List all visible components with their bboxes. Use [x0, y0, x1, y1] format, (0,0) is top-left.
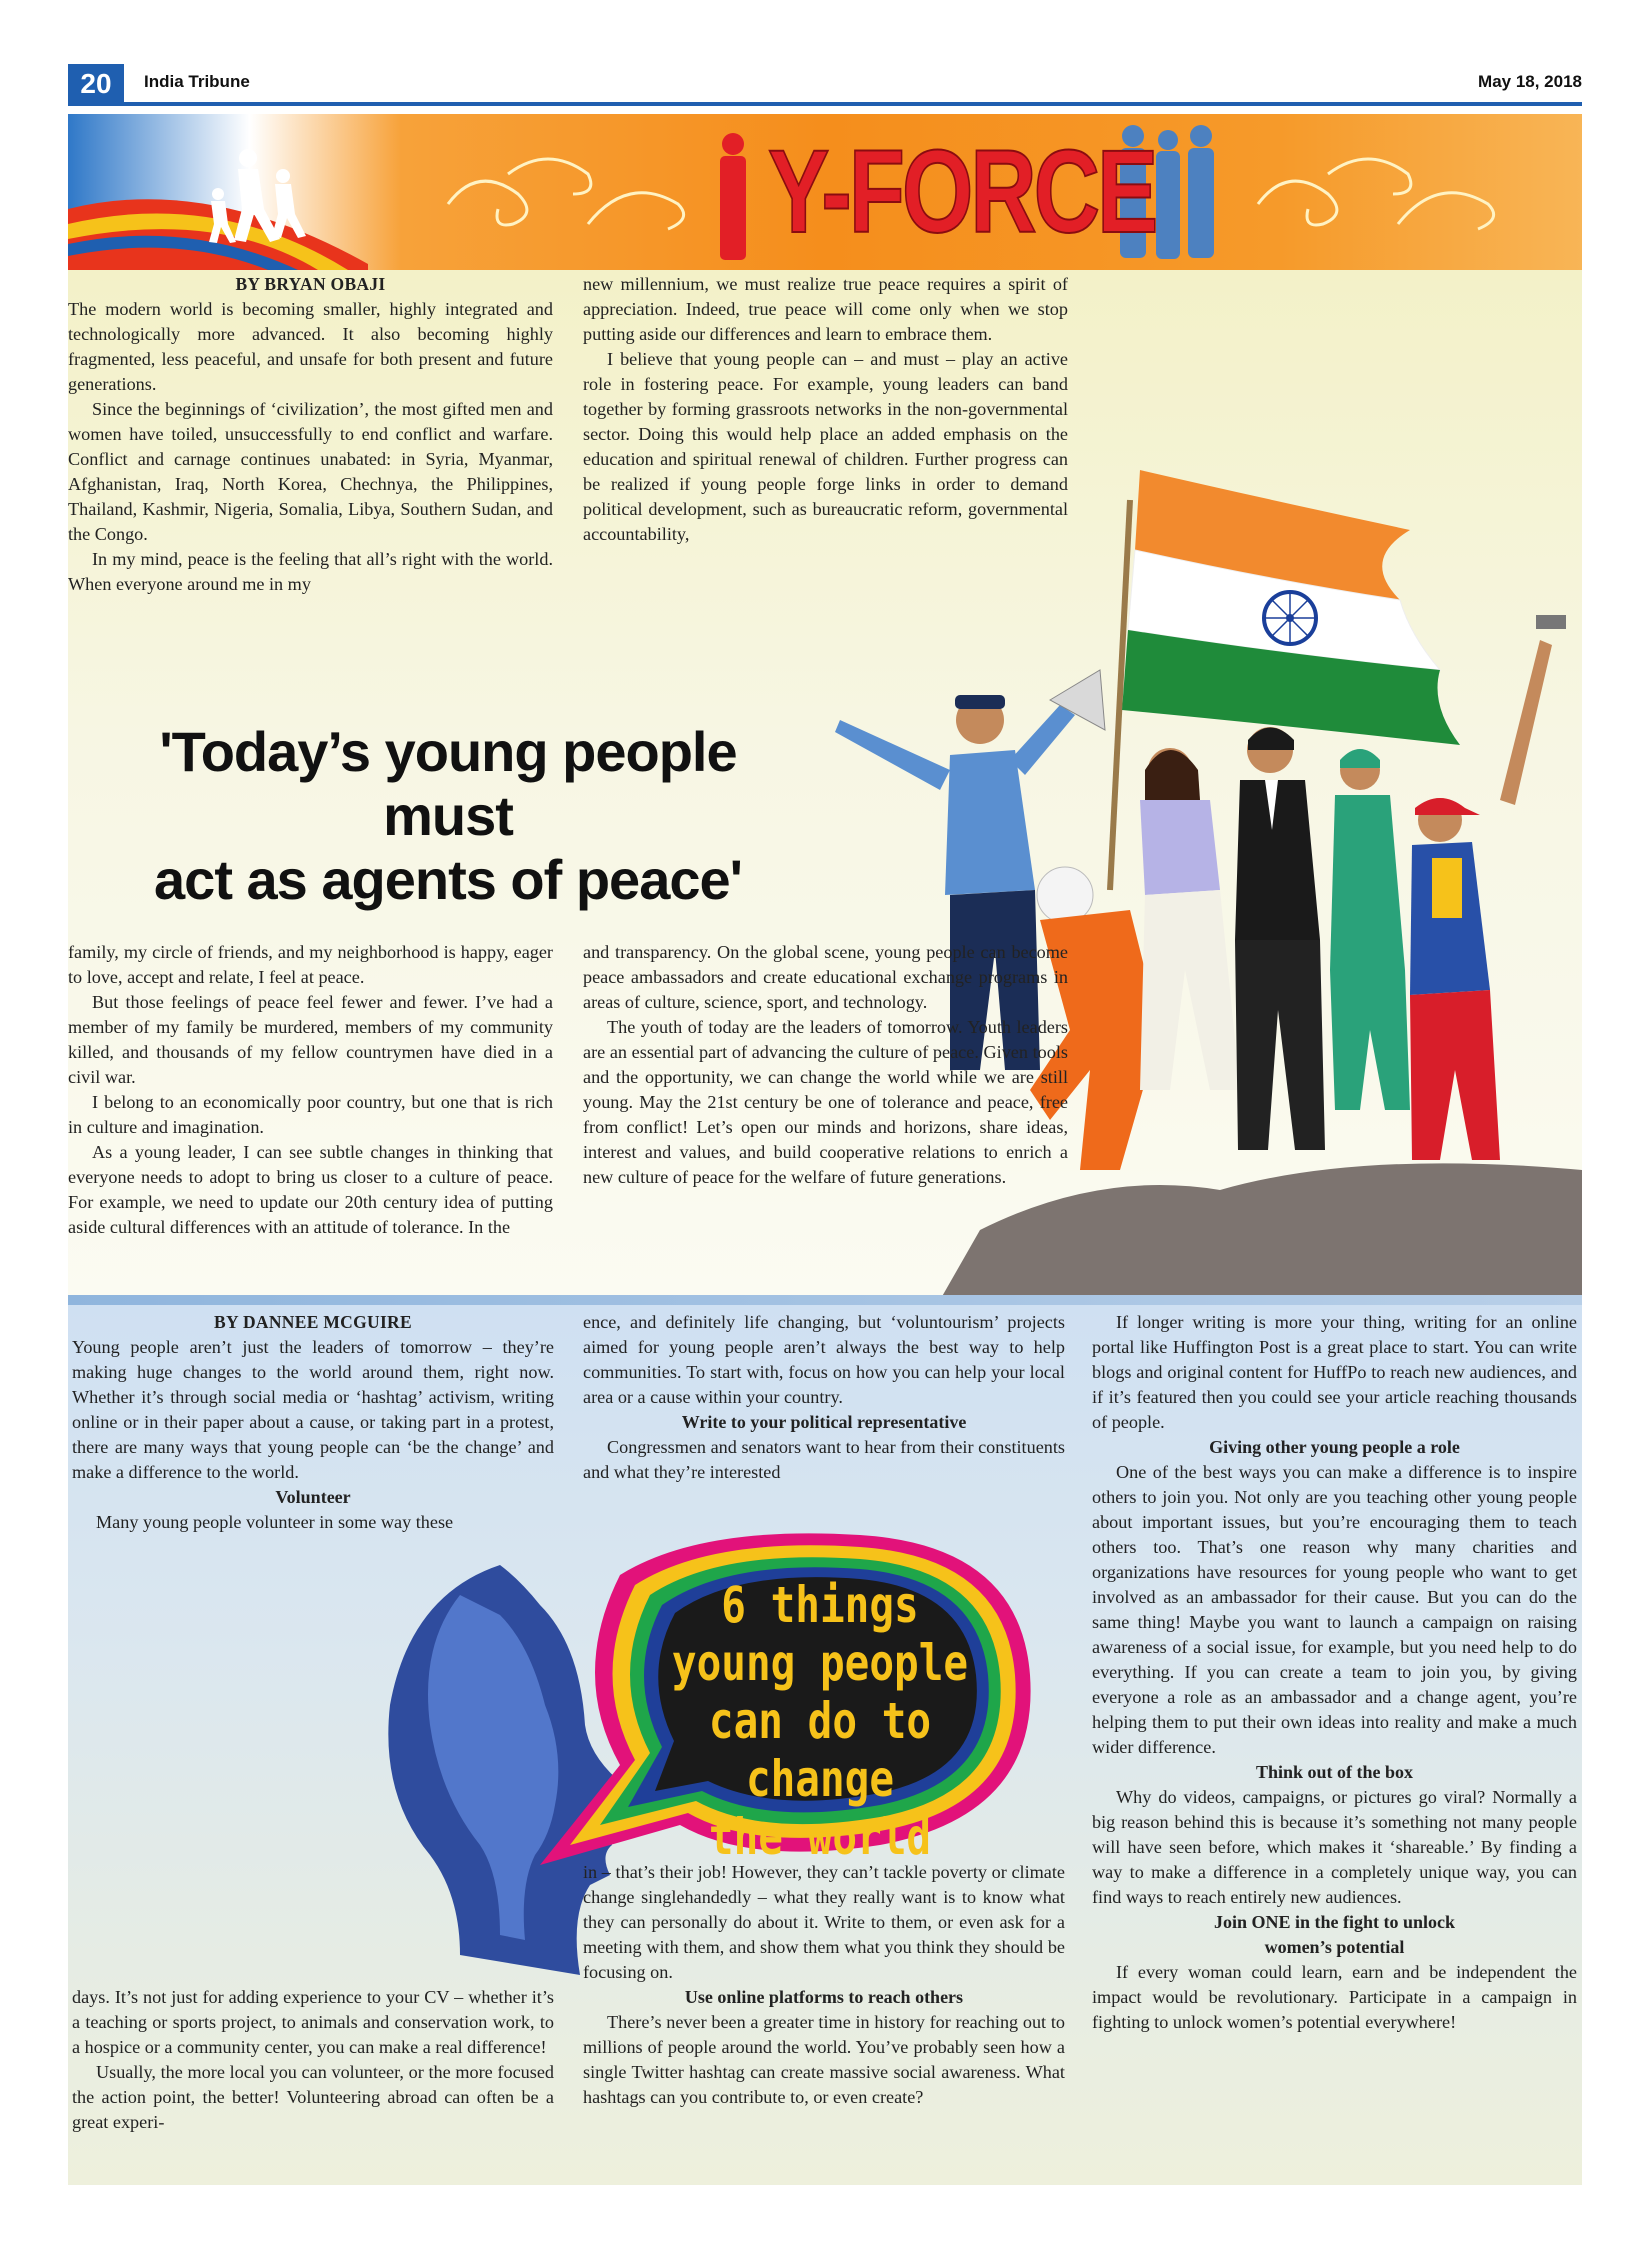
paragraph: As a young leader, I can see subtle changes in thinking that everyone needs to adopt to bring us closer to a culture of peace. For example, we need to update our 20th century idea of putting aside cultural differences with an attitude of tolerance. In the: [68, 1142, 553, 1237]
paragraph: in – that’s their job! However, they can’t tackle poverty or climate change singlehandedly – what they really want is to know what they can personally do about it. Write to them, or even ask for a meeting with them, and show them what you think they should be focusing on.: [583, 1862, 1065, 1982]
paragraph: I belong to an economically poor country, but one that is rich in culture and imagination.: [68, 1092, 553, 1137]
headline-line: 'Today’s young people must: [159, 720, 737, 847]
subhead-line: Join ONE in the fight to unlock: [1213, 1912, 1456, 1932]
paragraph: days. It’s not just for adding experience to your CV – whether it’s a teaching or sports project, to animals and conservation work, to a hospice or a community center, you can make a real difference!: [72, 1987, 554, 2057]
bubble-line: the world: [708, 1808, 932, 1866]
paragraph: and transparency. On the global scene, young people can become peace ambassadors and create educational exchange programs in areas of culture, science, sport, and technology.: [583, 942, 1068, 1012]
subhead-role: Giving other young people a role: [1209, 1437, 1460, 1457]
page-number: 20: [68, 64, 124, 104]
paragraph: The youth of today are the leaders of tomorrow. Youth leaders are an essential part of advancing the culture of peace. Given tools and the opportunity, we can change the world while we are still young. May the 21st century be one of tolerance and peace, free from conflict! Let’s open our minds and horizons, share ideas, interest and values, and build cooperative relations to enrich a new culture of peace for the welfare of future generations.: [583, 1017, 1068, 1187]
bubble-line: young people: [671, 1634, 969, 1692]
paragraph: The modern world is becoming smaller, highly integrated and technologically more advanced. It also becoming highly fragmented, less peaceful, and unsafe for both present and future generations.: [68, 299, 553, 394]
paragraph: ence, and definitely life changing, but ‘voluntourism’ projects aimed for young people aren’t always the best way to help communities. To start with, focus on how you can help your local area or a cause within your country.: [583, 1312, 1065, 1407]
paragraph: If longer writing is more your thing, writing for an online portal like Huffington Post is a great place to start. You can write blogs and original content for HuffPo to reach new audiences, and if it’s featured then you could see your article reaching thousands of people.: [1092, 1312, 1577, 1432]
paragraph: I believe that young people can – and must – play an active role in fostering peace. For example, young leaders can band together by forming grassroots networks in the non-governmental sector. Doing this would help place an added emphasis on the education and spiritual renewal of children. Further progress can be realized if young people forge links in order to demand political development, such as bureaucratic reform, governmental accountability,: [583, 349, 1068, 544]
header-rule: [68, 102, 1582, 106]
bubble-headline: [656, 1576, 984, 1866]
paragraph: But those feelings of peace feel fewer and fewer. I’ve had a member of my family be murdered, members of my community killed, and thousands of my fellow countrymen have died in a civil war.: [68, 992, 553, 1087]
publication-name: India Tribune: [144, 72, 250, 91]
section-title: Y-FORCE: [768, 126, 1156, 258]
paragraph: Usually, the more local you can volunteer, or the more focused the action point, the better! Volunteering abroad can often be a great experi-: [72, 2062, 554, 2132]
article2-column2-top: [583, 1310, 1065, 1485]
subhead-line: women’s potential: [1264, 1937, 1405, 1957]
headline-line: act as agents of peace': [154, 848, 742, 911]
paragraph: One of the best ways you can make a difference is to inspire others to join you. Not only are you teaching other young people about important issues, but you’re encouraging them to teach others too. That’s one reason why many charities and organizations have resources for young people who want to get involved as an ambassador for their cause. But you can do the same thing! Maybe you want to launch a campaign on raising awareness of a social issue, for example, but you need help to do everything. If you can create a team to join you, by giving everyone a role as an ambassador and a change agent, you’re helping them to put their own ideas into reality and make a much wider difference.: [1092, 1462, 1577, 1757]
publication-date: May 18, 2018: [1478, 72, 1582, 91]
article2-column3: [1092, 1310, 1577, 2035]
section-divider: [68, 1295, 1582, 1305]
paragraph: Since the beginnings of ‘civilization’, the most gifted men and women have toiled, unsuccessfully to end conflict and warfare. Conflict and carnage continues unabated: in Syria, Myanmar, Afghanistan, Iraq, North Korea, Chechnya, the Philippines, Thailand, Kashmir, Nigeria, Somalia, Libya, Southern Sudan, and the Congo.: [68, 399, 553, 544]
bubble-line: 6 things: [721, 1576, 919, 1634]
article1-byline: BY BRYAN OBAJI: [235, 274, 386, 294]
subhead-volunteer: Volunteer: [275, 1487, 351, 1507]
article2-byline: BY DANNEE MCGUIRE: [214, 1312, 412, 1332]
paragraph: There’s never been a greater time in history for reaching out to millions of people around the world. You’ve probably seen how a single Twitter hashtag can create massive social awareness. What hashtags can you contribute to, or even create?: [583, 2012, 1065, 2107]
article2-column1-top: [72, 1310, 554, 1535]
article1-column1-top: [68, 272, 553, 597]
article1-column1-bottom: [68, 940, 553, 1240]
subhead-box: Think out of the box: [1255, 1762, 1414, 1782]
article2-column1-bottom: [72, 1985, 554, 2135]
subhead-one: [1092, 1910, 1577, 1960]
paragraph: Young people aren’t just the leaders of tomorrow – they’re making huge changes to the world around them, right now. Whether it’s through social media or ‘hashtag’ activism, writing online or in their paper about a cause, or taking part in a protest, there are many ways that young people can ‘be the change’ and make a difference to the world.: [72, 1337, 554, 1482]
article1-headline: [88, 720, 808, 912]
paragraph: Many young people volunteer in some way these: [96, 1512, 454, 1532]
paragraph: family, my circle of friends, and my neighborhood is happy, eager to love, accept and relate, I feel at peace.: [68, 942, 553, 987]
paragraph: Why do videos, campaigns, or pictures go viral? Normally a big reason behind this is because it’s something not many people will have seen before, which makes it ‘shareable.’ By finding a way to make a difference in a completely unique way, you can find ways to reach entirely new audiences.: [1092, 1787, 1577, 1907]
article1-column2-bottom: [583, 940, 1068, 1190]
paragraph: new millennium, we must realize true peace requires a spirit of appreciation. Indeed, true peace will come only when we stop putting aside our differences and learn to embrace them.: [583, 274, 1068, 344]
subhead-online: Use online platforms to reach others: [684, 1987, 964, 2007]
paragraph: In my mind, peace is the feeling that all’s right with the world. When everyone around me in my: [68, 549, 553, 594]
paragraph: If every woman could learn, earn and be independent the impact would be revolutionary. Participate in a campaign in fighting to unlock women’s potential everywhere!: [1092, 1962, 1577, 2032]
subhead-political: Write to your political representative: [681, 1412, 967, 1432]
article2-column2-bottom: [583, 1860, 1065, 2110]
paragraph: Congressmen and senators want to hear from their constituents and what they’re interested: [583, 1437, 1065, 1482]
section-banner: [68, 114, 1582, 270]
bubble-line: can do to change: [708, 1692, 932, 1808]
